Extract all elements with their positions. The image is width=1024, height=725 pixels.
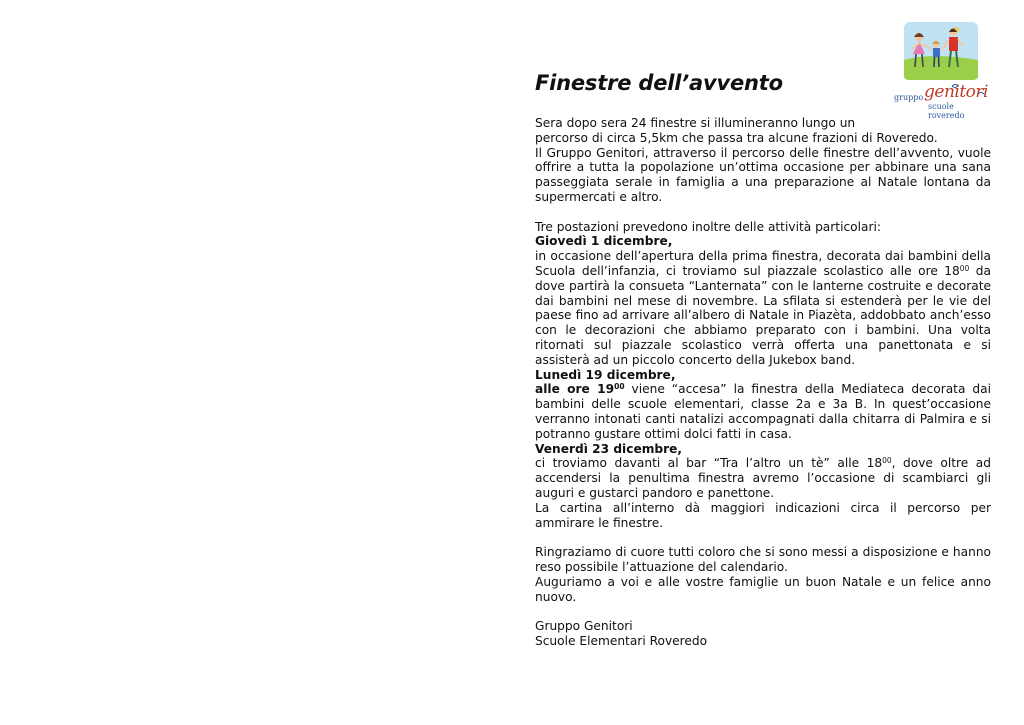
event-3-text: ci troviamo davanti al bar “Tra l’altro un tè” alle $18^{00}$, dove oltre ad accendersi la penultima finestra avremo l’occasione di scambiarci gli auguri e gustarci pandoro e panettone. — [535, 456, 991, 500]
event-3-heading: Venerdì 23 dicembre, — [535, 441, 683, 456]
intro-line-1: Sera dopo sera 24 finestre si illumineranno lungo un — [535, 116, 856, 130]
logo-text-gruppo: gruppo — [894, 93, 924, 102]
intro-line-2: percorso di circa 5,5km che passa tra alcune frazioni di Roveredo. — [535, 130, 938, 145]
map-note: La cartina all’interno dà maggiori indicazioni circa il percorso per ammirare le finestre. — [535, 500, 991, 530]
stations-intro: Tre postazioni prevedono inoltre delle attività particolari: — [535, 219, 881, 234]
event-1-text: in occasione dell’apertura della prima finestra, decorata dai bambini della Scuola dell’infanzia, ci troviamo sul piazzale scolastico alle ore $18^{00}$ da dove partirà la consueta “Lanternata” con le lanterne costruite e decorate dai bambini nel mese di novembre. La sfilata si estenderà per le vie del paese fino ad arrivare all’albero di Natale in Piazèta, addobbato anch’esso con le decorazioni che abbiamo preparato con i bambini. Una volta ritornati sul piazzale scolastico verrà offerta una panettonata e si assisterà ad un piccolo concerto della Jukebox band. — [535, 249, 991, 367]
event-2-time-sup: 00 — [614, 382, 625, 392]
event-2-text: alle ore $19^{00}$ viene “accesa” la finestra della Mediateca decorata dai bambini delle scuole elementari, classe 2a e 3a B. In quest’occasione verranno intonati canti natalizi accompagnati dalla chitarra di Palmira e si potranno gustare ottimi dolci fatti in casa. — [535, 382, 991, 441]
event-2-heading: Lunedì 19 dicembre, — [535, 367, 676, 382]
letter-column — [535, 70, 991, 649]
event-1-heading: Giovedì 1 dicembre, — [535, 234, 673, 249]
logo-text-scuole: scuole roveredo — [928, 102, 965, 120]
page-title: Finestre dell’avvento — [535, 71, 783, 95]
wishes-paragraph: Auguriamo a voi e alle vostre famiglie un buon Natale e un felice anno nuovo. — [535, 574, 991, 604]
signature-line-1: Gruppo Genitori — [535, 619, 633, 634]
signature-line-2: Scuole Elementari Roveredo — [535, 633, 708, 648]
logo-text-genitori: genitori — [924, 82, 988, 102]
event-3-time-sup: 00 — [882, 456, 892, 466]
event-1-time-sup: 00 — [959, 263, 970, 273]
thanks-paragraph: Ringraziamo di cuore tutti coloro che si sono messi a disposizione e hanno reso possibile l’attuazione del calendario. — [535, 545, 991, 574]
intro-paragraph: Il Gruppo Genitori, attraverso il percorso delle finestre dell’avvento, vuole offrire a tutta la popolazione un’ottima occasione per abbinare una sana passeggiata serale in famiglia a una preparazione al Natale lontana da supermercati e altro. — [535, 145, 991, 204]
